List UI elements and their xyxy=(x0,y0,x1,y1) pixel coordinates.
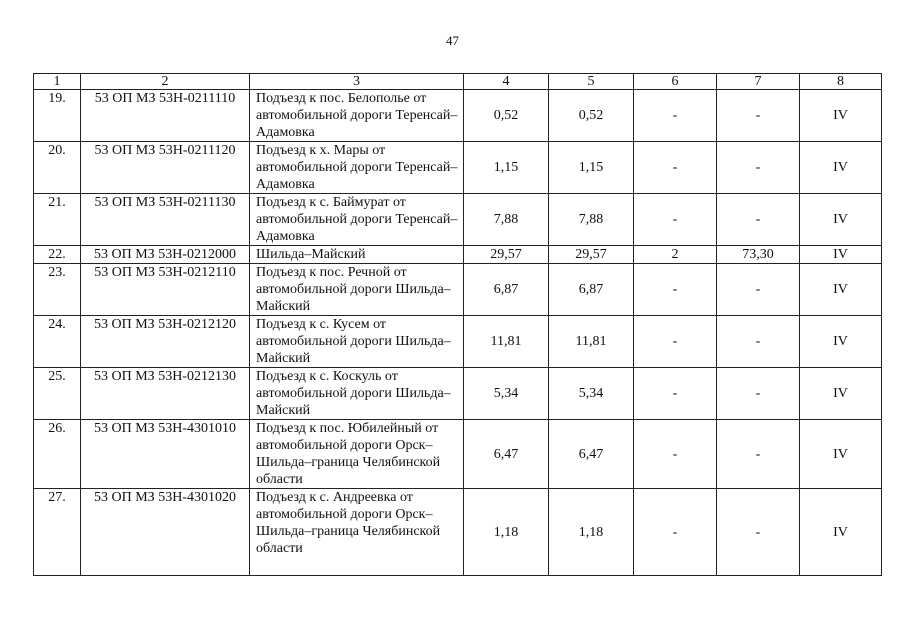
value-col4: 7,88 xyxy=(464,194,549,246)
value-col5: 5,34 xyxy=(549,368,634,420)
row-number: 22. xyxy=(34,246,81,264)
value-col4: 6,47 xyxy=(464,420,549,489)
value-col6: - xyxy=(634,90,717,142)
road-name: Подъезд к с. Коскуль от автомобильной дороги Шильда–Майский xyxy=(250,368,464,420)
table-header-row xyxy=(34,74,882,90)
road-category: IV xyxy=(800,368,882,420)
road-category: IV xyxy=(800,420,882,489)
road-code: 53 ОП МЗ 53Н-0212120 xyxy=(81,316,250,368)
road-code: 53 ОП МЗ 53Н-0212000 xyxy=(81,246,250,264)
road-category: IV xyxy=(800,264,882,316)
column-header: 5 xyxy=(549,74,634,90)
column-header: 2 xyxy=(81,74,250,90)
value-col4: 11,81 xyxy=(464,316,549,368)
road-name: Подъезд к с. Баймурат от автомобильной дороги Теренсай–Адамовка xyxy=(250,194,464,246)
road-category: IV xyxy=(800,316,882,368)
value-col7: - xyxy=(717,420,800,489)
value-col6: - xyxy=(634,316,717,368)
value-col5: 11,81 xyxy=(549,316,634,368)
table-row xyxy=(34,142,882,194)
road-code: 53 ОП МЗ 53Н-0212130 xyxy=(81,368,250,420)
road-name: Подъезд к пос. Речной от автомобильной дороги Шильда–Майский xyxy=(250,264,464,316)
road-category: IV xyxy=(800,142,882,194)
road-name: Подъезд к пос. Белополье от автомобильной дороги Теренсай–Адамовка xyxy=(250,90,464,142)
value-col5: 1,15 xyxy=(549,142,634,194)
column-header: 6 xyxy=(634,74,717,90)
row-number: 21. xyxy=(34,194,81,246)
road-category: IV xyxy=(800,90,882,142)
table-row xyxy=(34,90,882,142)
table-row xyxy=(34,420,882,489)
road-name: Подъезд к х. Мары от автомобильной дороги Теренсай–Адамовка xyxy=(250,142,464,194)
value-col7: - xyxy=(717,194,800,246)
value-col6: - xyxy=(634,194,717,246)
value-col7: - xyxy=(717,90,800,142)
value-col4: 5,34 xyxy=(464,368,549,420)
row-number: 24. xyxy=(34,316,81,368)
road-name: Подъезд к пос. Юбилейный от автомобильной дороги Орск–Шильда–граница Челябинской области xyxy=(250,420,464,489)
road-code: 53 ОП МЗ 53Н-4301020 xyxy=(81,489,250,576)
road-name: Подъезд к с. Андреевка от автомобильной дороги Орск–Шильда–граница Челябинской области xyxy=(250,489,464,576)
table-row xyxy=(34,194,882,246)
column-header: 7 xyxy=(717,74,800,90)
value-col7: 73,30 xyxy=(717,246,800,264)
value-col4: 1,18 xyxy=(464,489,549,576)
road-code: 53 ОП МЗ 53Н-4301010 xyxy=(81,420,250,489)
row-number: 26. xyxy=(34,420,81,489)
column-header: 8 xyxy=(800,74,882,90)
table-row xyxy=(34,264,882,316)
value-col6: - xyxy=(634,368,717,420)
road-category: IV xyxy=(800,246,882,264)
road-code: 53 ОП МЗ 53Н-0211120 xyxy=(81,142,250,194)
value-col5: 6,47 xyxy=(549,420,634,489)
value-col5: 6,87 xyxy=(549,264,634,316)
value-col4: 29,57 xyxy=(464,246,549,264)
road-code: 53 ОП МЗ 53Н-0212110 xyxy=(81,264,250,316)
row-number: 27. xyxy=(34,489,81,576)
value-col7: - xyxy=(717,489,800,576)
value-col6: - xyxy=(634,264,717,316)
value-col4: 0,52 xyxy=(464,90,549,142)
road-name: Шильда–Майский xyxy=(250,246,464,264)
value-col7: - xyxy=(717,316,800,368)
table-row xyxy=(34,368,882,420)
value-col6: - xyxy=(634,420,717,489)
value-col4: 6,87 xyxy=(464,264,549,316)
column-header: 1 xyxy=(34,74,81,90)
value-col6: 2 xyxy=(634,246,717,264)
table-row xyxy=(34,316,882,368)
value-col7: - xyxy=(717,264,800,316)
row-number: 19. xyxy=(34,90,81,142)
value-col5: 29,57 xyxy=(549,246,634,264)
row-number: 25. xyxy=(34,368,81,420)
road-code: 53 ОП МЗ 53Н-0211130 xyxy=(81,194,250,246)
road-name: Подъезд к с. Кусем от автомобильной дороги Шильда–Майский xyxy=(250,316,464,368)
value-col5: 0,52 xyxy=(549,90,634,142)
column-header: 3 xyxy=(250,74,464,90)
column-header: 4 xyxy=(464,74,549,90)
table-row xyxy=(34,489,882,576)
value-col4: 1,15 xyxy=(464,142,549,194)
value-col7: - xyxy=(717,368,800,420)
page-number: 47 xyxy=(446,33,459,48)
row-number: 23. xyxy=(34,264,81,316)
road-category: IV xyxy=(800,489,882,576)
table-row xyxy=(34,246,882,264)
value-col5: 7,88 xyxy=(549,194,634,246)
road-category: IV xyxy=(800,194,882,246)
road-code: 53 ОП МЗ 53Н-0211110 xyxy=(81,90,250,142)
value-col6: - xyxy=(634,142,717,194)
value-col5: 1,18 xyxy=(549,489,634,576)
value-col7: - xyxy=(717,142,800,194)
value-col6: - xyxy=(634,489,717,576)
roads-table xyxy=(33,73,882,576)
row-number: 20. xyxy=(34,142,81,194)
